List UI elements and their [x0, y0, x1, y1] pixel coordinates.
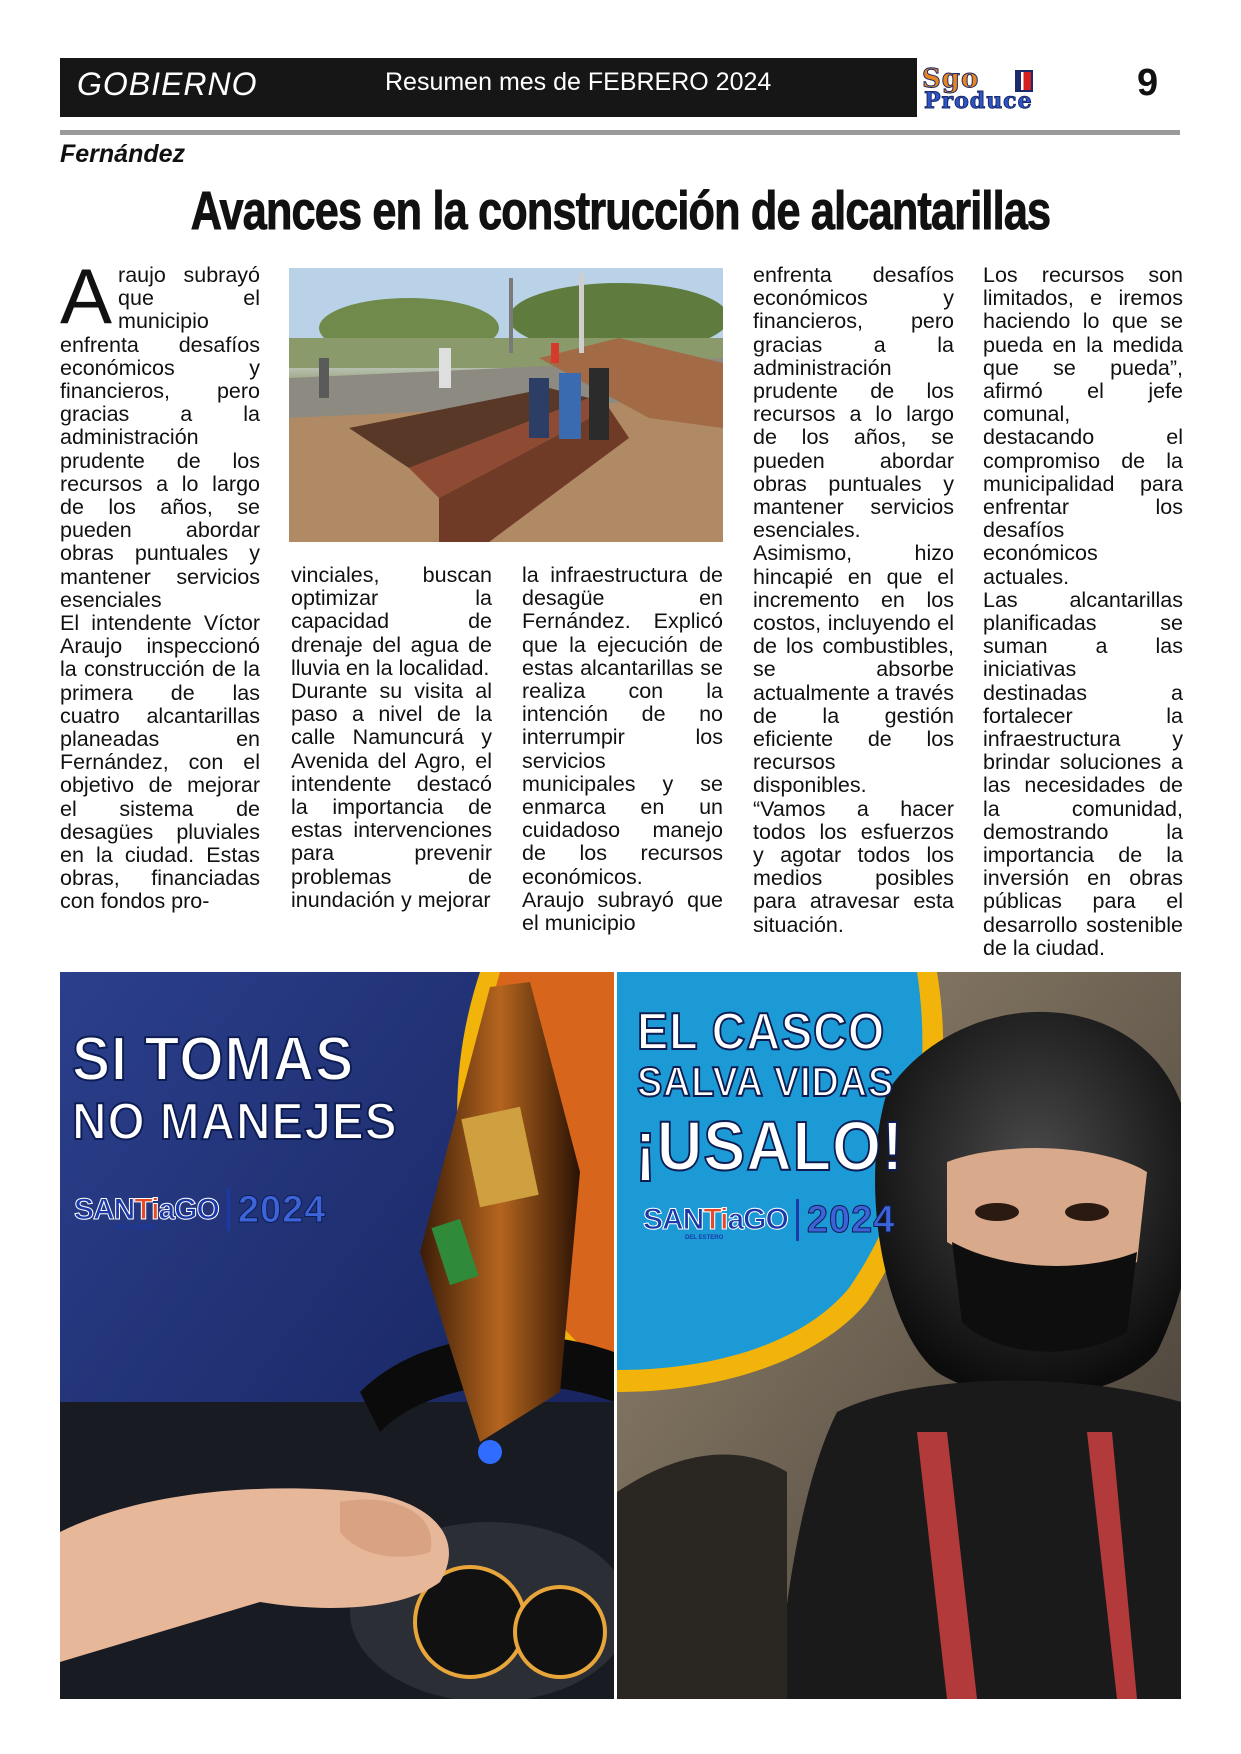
paragraph: vinciales, buscan optimizar la capacidad de drenaje del agua de lluvia en la localidad.	[291, 563, 492, 680]
brand-name-part: SAN	[643, 1203, 704, 1236]
paragraph: “Vamos a hacer todos los esfuerzos y agotar todos los medios posibles para atravesar esta situación.	[753, 796, 954, 937]
article-column-2	[291, 564, 492, 912]
paragraph: la infraestructura de desagüe en Fernández. Explicó que la ejecución de estas alcantarillas se realiza con la intención de no interrumpir los servicios municipales y se enmarca en un cuidadoso manejo de los recursos económicos.	[522, 563, 723, 889]
brand-name-ti: Ti	[703, 1203, 728, 1236]
ad-drink-driving	[60, 972, 614, 1699]
section-label: GOBIERNO	[77, 66, 258, 102]
construction-photo	[289, 268, 723, 542]
paragraph: enfrenta desafíos económicos y financieros, pero gracias a la administración prudente de los recursos a lo largo de los años, se pueden abordar obras puntuales y mantener servicios esenciales. Asimismo, hizo hincapié en que el incremento en los costos, incluyendo el de los combustibles, se absorbe actualmente a través de la gestión eficiente de los recursos disponibles.	[753, 263, 954, 798]
paragraph: El intendente Víctor Araujo inspeccionó la construcción de la primera de las cuatro alcantarillas planeadas en Fernández, con el objetivo de mejorar el sistema de desagües pluviales en la ciudad. Estas obras, financiadas con fondos pro-	[60, 611, 260, 914]
brand-subtitle: DEL ESTERO	[116, 1225, 155, 1231]
paragraph: Los recursos son limitados, e iremos haciendo lo que se pueda en la medida que se pueda”, afirmó el jefe comunal, destacando el compromiso de la municipalidad para enfrentar los desafíos económicos actuales.	[983, 263, 1183, 589]
article-headline: Avances en la construcción de alcantarillas	[190, 181, 1051, 241]
construction-scene-illustration	[289, 268, 723, 542]
paragraph: Araujo subrayó que el municipio	[522, 887, 723, 936]
issue-label: Resumen mes de FEBRERO 2024	[385, 68, 772, 96]
paragraph: Las alcantarillas planificadas se suman a las iniciativas destinadas a fortalecer la infraestructura y brindar soluciones a las necesidades de la comunidad, demostrando la importancia de la inversión en obras públicas para el desarrollo sostenible de la ciudad.	[983, 587, 1183, 960]
logo-bottom-text: Produce	[924, 88, 1033, 114]
page-number: 9	[1137, 62, 1159, 104]
article-column-5	[983, 264, 1183, 960]
ad-right-headline-2: SALVA VIDAS	[637, 1058, 895, 1105]
paragraph: raujo subrayó que el municipio enfrenta desafíos económicos y financieros, pero gracias a la administración prudente de los recursos a lo largo de los años, se pueden abordar obras puntuales y mantener servicios esenciales	[60, 263, 260, 612]
brand-name-part: aGO	[727, 1203, 788, 1236]
brand-subtitle: DEL ESTERO	[685, 1235, 724, 1241]
ad-helmet	[617, 972, 1181, 1699]
brand-year: 2024	[806, 1198, 896, 1241]
paragraph: Durante su visita al paso a nivel de la calle Namuncurá y Avenida del Agro, el intendente destacó la importancia de estas intervenciones para prevenir problemas de inundación y mejorar	[291, 679, 492, 912]
logo-top-text: Sgo	[922, 64, 980, 94]
header-bar	[60, 58, 917, 117]
brand-name-part: aGO	[158, 1193, 219, 1226]
brand-name-ti: Ti	[134, 1193, 159, 1226]
brand-name-part: SAN	[74, 1193, 135, 1226]
brand-year: 2024	[237, 1188, 327, 1231]
brand-separator	[227, 1189, 230, 1231]
ad-right-headline-3: ¡USALO!	[635, 1107, 904, 1185]
sgo-produce-logo	[922, 64, 1092, 112]
header-rule	[60, 130, 1180, 135]
santiago-2024-logo	[74, 1184, 326, 1236]
ad-left-headline-2: NO MANEJES	[72, 1093, 398, 1151]
article-column-3	[522, 564, 723, 935]
drop-cap: A	[60, 252, 113, 340]
article-kicker: Fernández	[60, 140, 186, 168]
ad-left-headline-1: SI TOMAS	[72, 1025, 355, 1094]
santiago-2024-logo	[643, 1194, 895, 1246]
article-column-4	[753, 264, 954, 937]
ad-right-headline-1: EL CASCO	[637, 1003, 886, 1061]
article-column-1	[60, 252, 260, 914]
brand-separator	[796, 1199, 799, 1241]
